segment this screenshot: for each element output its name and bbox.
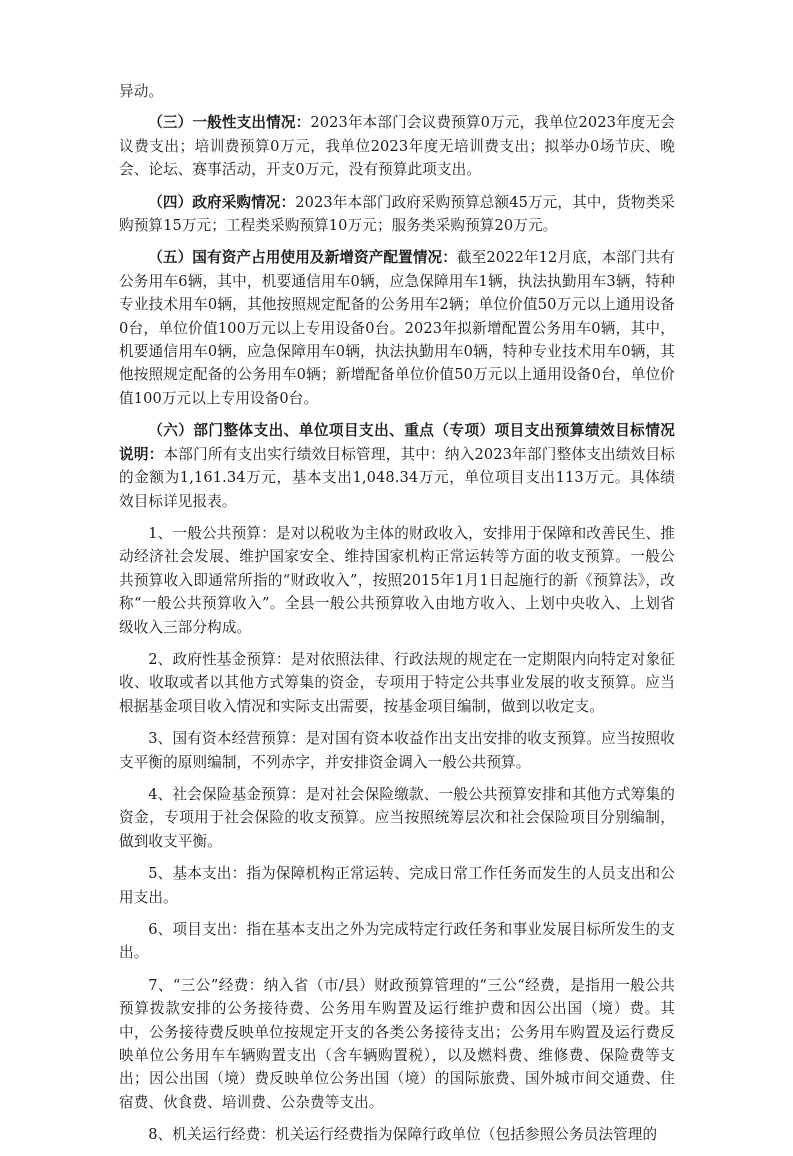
- section-government-procurement: [119, 191, 675, 238]
- term-definition-fund-budget: [119, 648, 675, 718]
- term-definition-project-expenditure: [119, 918, 675, 965]
- paragraph-text: 7、“三公”经费：纳入省（市/县）财政预算管理的“三公“经费，是指用一般公共预算拨款安排的公务接待费、公务用车购置及运行维护费和因公出国（境）费。其中，公务接待费反映单位按规定开支的各类公务接待支出；公务用车购置及运行费反映单位公务用车车辆购置支出（含车辆购置税），以及燃料费、维修费、保险费等支出；因公出国（境）费反映单位公务出国（境）的国际旅费、国外城市间交通费、住宿费、伙食费、培训费、公杂费等支出。: [119, 976, 675, 1111]
- paragraph-text: 截至2022年12月底，本部门共有公务用车6辆，其中，机要通信用车0辆，应急保障用车1辆，执法执勤用车3辆，特种专业技术用车0辆，其他按照规定配备的公务用车2辆；单位价值50万元以上通用设备0台，单位价值100万元以上专用设备0台。2023年拟新增配置公务用车0辆，其中，机要通信用车0辆，应急保障用车0辆，执法执勤用车0辆，特种专业技术用车0辆，其他按照规定配备的公务用车0辆；新增配备单位价值50万元以上通用设备0台，单位价值100万元以上专用设备0台。: [119, 249, 675, 407]
- paragraph-text: 异动。: [119, 83, 164, 100]
- term-definition-state-capital-budget: [119, 727, 675, 774]
- term-definition-basic-expenditure: [119, 862, 675, 909]
- paragraph-text: 本部门所有支出实行绩效目标管理，其中：纳入2023年部门整体支出绩效目标的金额为1,161.34万元，基本支出1,048.34万元，单位项目支出113万元。具体绩效目标详见报表。: [119, 445, 675, 510]
- paragraph-text: 4、社会保险基金预算：是对社会保险缴款、一般公共预算安排和其他方式筹集的资金，专项用于社会保险的收支预算。应当按照统筹层次和社会保险项目分别编制，做到收支平衡。: [119, 785, 675, 850]
- paragraph-text: 6、项目支出：指在基本支出之外为完成特定行政任务和事业发展目标所发生的支出。: [119, 921, 675, 962]
- document-page: [119, 80, 675, 1156]
- paragraph-text: 3、国有资本经营预算：是对国有资本收益作出支出安排的收支预算。应当按照收支平衡的原则编制，不列赤字，并安排资金调入一般公共预算。: [119, 730, 675, 771]
- term-definition-operating-expenses: [119, 1123, 675, 1146]
- paragraph-text: 2023年本部门会议费预算0万元，我单位2023年度无会议费支出；培训费预算0万元，我单位2023年度无培训费支出；拟举办0场节庆、晚会、论坛、赛事活动，开支0万元，没有预算此项支出。: [119, 114, 675, 179]
- section-general-expenditure: [119, 111, 675, 181]
- section-performance-targets: [119, 419, 675, 513]
- term-definition-general-budget: [119, 522, 675, 639]
- section-state-assets: [119, 246, 675, 410]
- section-heading: （五）国有资产占用使用及新增资产配置情况：: [148, 249, 457, 267]
- term-definition-social-insurance-budget: [119, 783, 675, 853]
- term-definition-three-public-expenses: [119, 974, 675, 1114]
- paragraph-text: 1、一般公共预算：是对以税收为主体的财政收入，安排用于保障和改善民生、推动经济社会发展、维护国家安全、维持国家机构正常运转等方面的收支预算。一般公共预算收入即通常所指的“财政收入”，按照2015年1月1日起施行的新《预算法》，改称“一般公共预算收入”。全县一般公共预算收入由地方收入、上划中央收入、上划省级收入三部分构成。: [119, 524, 675, 636]
- section-heading: （三）一般性支出情况：: [148, 114, 311, 132]
- paragraph-text: 8、机关运行经费：机关运行经费指为保障行政单位（包括参照公务员法管理的: [148, 1126, 658, 1144]
- paragraph-text: 5、基本支出：指为保障机构正常运转、完成日常工作任务而发生的人员支出和公用支出。: [119, 865, 675, 906]
- paragraph-continuation: [119, 80, 675, 103]
- section-heading: （四）政府采购情况：: [148, 193, 296, 211]
- paragraph-text: 2023年本部门政府采购预算总额45万元，其中，货物类采购预算15万元；工程类采购预算10万元；服务类采购预算20万元。: [119, 193, 675, 235]
- paragraph-text: 2、政府性基金预算：是对依照法律、行政法规的规定在一定期限内向特定对象征收、收取或者以其他方式筹集的资金，专项用于特定公共事业发展的收支预算。应当根据基金项目收入情况和实际支出需要，按基金项目编制，做到以收定支。: [119, 650, 675, 715]
- section-heading: （六）部门整体支出、单位项目支出、重点（专项）项目支出预算绩效目标情况说明：: [119, 422, 675, 463]
